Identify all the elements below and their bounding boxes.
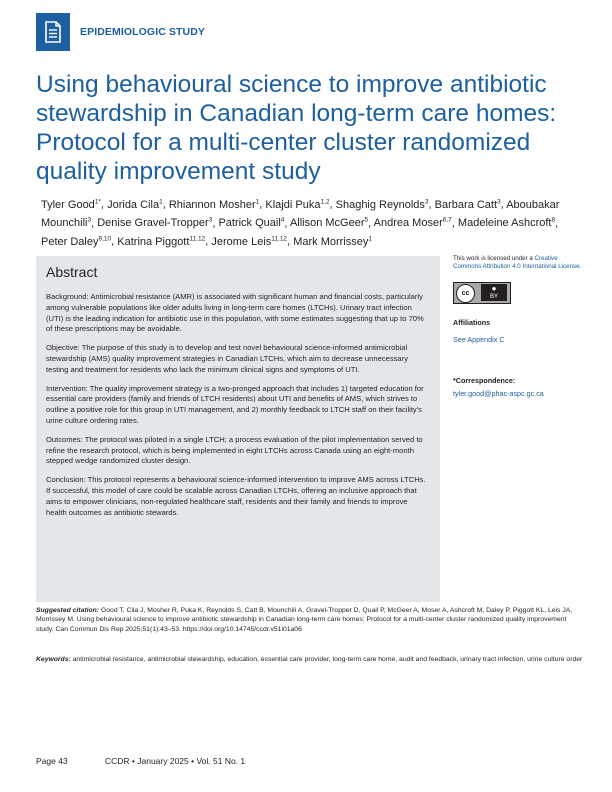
author-affiliation-mark: 11,12 bbox=[271, 235, 288, 243]
correspondence-email[interactable]: tyler.good@phac-aspc.gc.ca bbox=[453, 389, 544, 398]
author bbox=[41, 199, 101, 211]
author bbox=[290, 217, 368, 229]
author-affiliation-mark: 3 bbox=[208, 216, 213, 224]
license-note bbox=[453, 255, 583, 271]
keywords-label: Keywords: bbox=[36, 656, 71, 663]
citation-label: Suggested citation: bbox=[36, 607, 100, 614]
author bbox=[169, 199, 259, 211]
author bbox=[458, 217, 555, 229]
author-affiliation-mark: 1 bbox=[159, 198, 163, 205]
author-affiliation-mark: 3 bbox=[87, 216, 92, 224]
author-affiliation-mark: 1,2 bbox=[320, 198, 330, 205]
author-name: Shaghig Reynolds bbox=[335, 198, 425, 211]
license-link[interactable]: Creative Commons Attribution 4.0 International License. bbox=[453, 255, 582, 270]
abstract-box bbox=[36, 256, 440, 602]
author-affiliation-mark: 8 bbox=[551, 216, 556, 224]
author-affiliation-mark: 3 bbox=[424, 198, 429, 205]
author-affiliation-mark: 1 bbox=[368, 235, 372, 243]
author-name: Allison McGeer bbox=[289, 217, 365, 230]
author bbox=[293, 236, 372, 248]
author-name: Jerome Leis bbox=[211, 235, 272, 248]
author bbox=[374, 217, 452, 229]
author-name: Denise Gravel-Tropper bbox=[97, 217, 209, 230]
author-name: Patrick Quail bbox=[218, 217, 281, 230]
author bbox=[336, 199, 429, 211]
author-affiliation-mark: 1* bbox=[94, 198, 101, 205]
author bbox=[97, 217, 212, 229]
affiliations-link[interactable]: See Appendix C bbox=[453, 335, 505, 344]
author-list: Tyler Good$^{1*}$, Jorida Cila$^1$, Rhiannon Mosher$^1$, Klajdi Puka$^{1,2}$, Shaghig Reynolds$^3$, Barbara Catt$^3$, Aboubakar Mounchili$^3$, Denise Gravel-Tropper$^3$, Patrick Quail$^4$, Allison McGeer$^5$, Andrea Moser$^{6,7}$, Madeleine Ashcroft$^8$, Peter Daley$^{9,10}$, Katrina Piggott$^{11,12}$, Jerome Leis$^{11,12}$, Mark Morrissey$^1$ bbox=[41, 198, 560, 248]
author-affiliation-mark: 9,10 bbox=[98, 235, 112, 243]
keywords bbox=[36, 655, 584, 664]
journal-info: CCDR • January 2025 • Vol. 51 No. 1 bbox=[105, 756, 246, 766]
author-affiliation-mark: 3 bbox=[497, 198, 501, 205]
author-affiliation-mark: 11,12 bbox=[189, 235, 206, 243]
affiliations-heading: Affiliations bbox=[453, 318, 491, 327]
author-name: Klajdi Puka bbox=[265, 198, 321, 211]
author bbox=[41, 236, 111, 248]
author-name: Madeleine Ashcroft bbox=[457, 217, 552, 230]
author-name: Andrea Moser bbox=[373, 217, 443, 230]
abstract-outcomes: Outcomes: The protocol was piloted in a single LTCH; a process evaluation of the pilot implementation served to refine the research protocol, which is being implemented in eight LTCHs across Canada using an eight-month stepped wedge randomized cluster design. bbox=[46, 434, 423, 466]
author bbox=[435, 199, 501, 211]
document-icon bbox=[36, 13, 70, 51]
author-affiliation-mark: 5 bbox=[364, 216, 369, 224]
abstract-heading: Abstract bbox=[46, 264, 98, 280]
author bbox=[218, 217, 284, 229]
section-label: EPIDEMIOLOGIC STUDY bbox=[80, 26, 205, 38]
author-name: Tyler Good bbox=[41, 198, 95, 211]
author-affiliation-mark: 1 bbox=[255, 198, 260, 205]
page-number: Page 43 bbox=[36, 756, 68, 766]
author-name: Jorida Cila bbox=[107, 198, 160, 211]
author-name: Barbara Catt bbox=[434, 198, 498, 211]
citation-text: Good T, Cila J, Mosher R, Puka K, Reynolds S, Catt B, Mounchili A, Gravel-Tropper D, Quail P, McGeer A, Moser A, Ashcroft M, Daley P, Piggott KL, Leis JA, Morrissey M. Using behavioural science to improve antibiotic stewardship in Canadian long-term care homes: Protocol for a multi-center cluster randomized quality improvement study. Can Commun Dis Rep 2025;51(1):43–53. https://doi.org/10.14745/ccdr.v51i01a06 bbox=[36, 607, 573, 633]
author bbox=[117, 236, 205, 248]
author-affiliation-mark: 4 bbox=[280, 216, 285, 224]
abstract-objective: Objective: The purpose of this study is to develop and test novel behavioural science-informed antimicrobial stewardship (AMS) quality improvement strategies in Canadian LTCHs, which aim to decrease unnecessary testing and treatment for residents who lack the minimum clinical signs and symptoms of UTI. bbox=[46, 343, 408, 374]
author-affiliation-mark: 6,7 bbox=[442, 216, 452, 224]
author-name: Rhiannon Mosher bbox=[168, 198, 256, 211]
abstract-background: Background: Antimicrobial resistance (AMR) is associated with significant human and financial costs, particularly among vulnerable populations like older adults living in long-term care homes (LTCHs). Urinary tract infection (UTI) is the leading indication for antibiotic use in this population, with some estimates suggesting that up to 70% of these prescriptions may be avoidable. bbox=[46, 292, 424, 334]
abstract-intervention: Intervention: The quality improvement strategy is a two-pronged approach that includes 1) targeted education for essential care providers (family and friends of LTCH residents) about UTI and benefits of AMS, which strives to outline a positive role for this group in UTI management, and 2) monthly feedback to LTCH staff on their facility's urine culture ordering rates. bbox=[46, 383, 424, 425]
by-mark bbox=[481, 284, 507, 301]
author bbox=[265, 199, 329, 211]
license-text: This work is licensed under a bbox=[453, 255, 533, 262]
person-icon: ● bbox=[491, 284, 497, 293]
by-label: BY bbox=[489, 294, 498, 300]
author-name: Peter Daley bbox=[41, 235, 99, 248]
correspondence-heading: *Correspondence: bbox=[453, 376, 516, 385]
keywords-text: antimicrobial resistance, antimicrobial stewardship, education, essential care provider, long-term care home, audit and feedback, urinary tract infection, urine culture order bbox=[70, 656, 583, 663]
author bbox=[107, 199, 163, 211]
author-name: Aboubakar Mounchili bbox=[41, 198, 560, 230]
article-title: Using behavioural science to improve antibiotic stewardship in Canadian long-term care homes: Protocol for a multi-center cluster randomized quality improvement study bbox=[36, 71, 557, 185]
cc-mark: cc bbox=[456, 284, 475, 303]
author bbox=[211, 236, 287, 248]
creative-commons-by-icon[interactable] bbox=[453, 282, 511, 304]
author-name: Mark Morrissey bbox=[293, 235, 369, 248]
abstract-conclusion: Conclusion: This protocol represents a behavioural science-informed intervention to improve AMS across LTCHs. If successful, this model of care could be scalable across Canadian LTCHs, offering an inclusive approach that aims to empower clinicians, non-regulated healthcare staff, residents and their family and friends to improve health outcomes as antibiotic stewards. bbox=[46, 475, 426, 517]
author-name: Katrina Piggott bbox=[117, 235, 190, 248]
suggested-citation bbox=[36, 606, 584, 634]
